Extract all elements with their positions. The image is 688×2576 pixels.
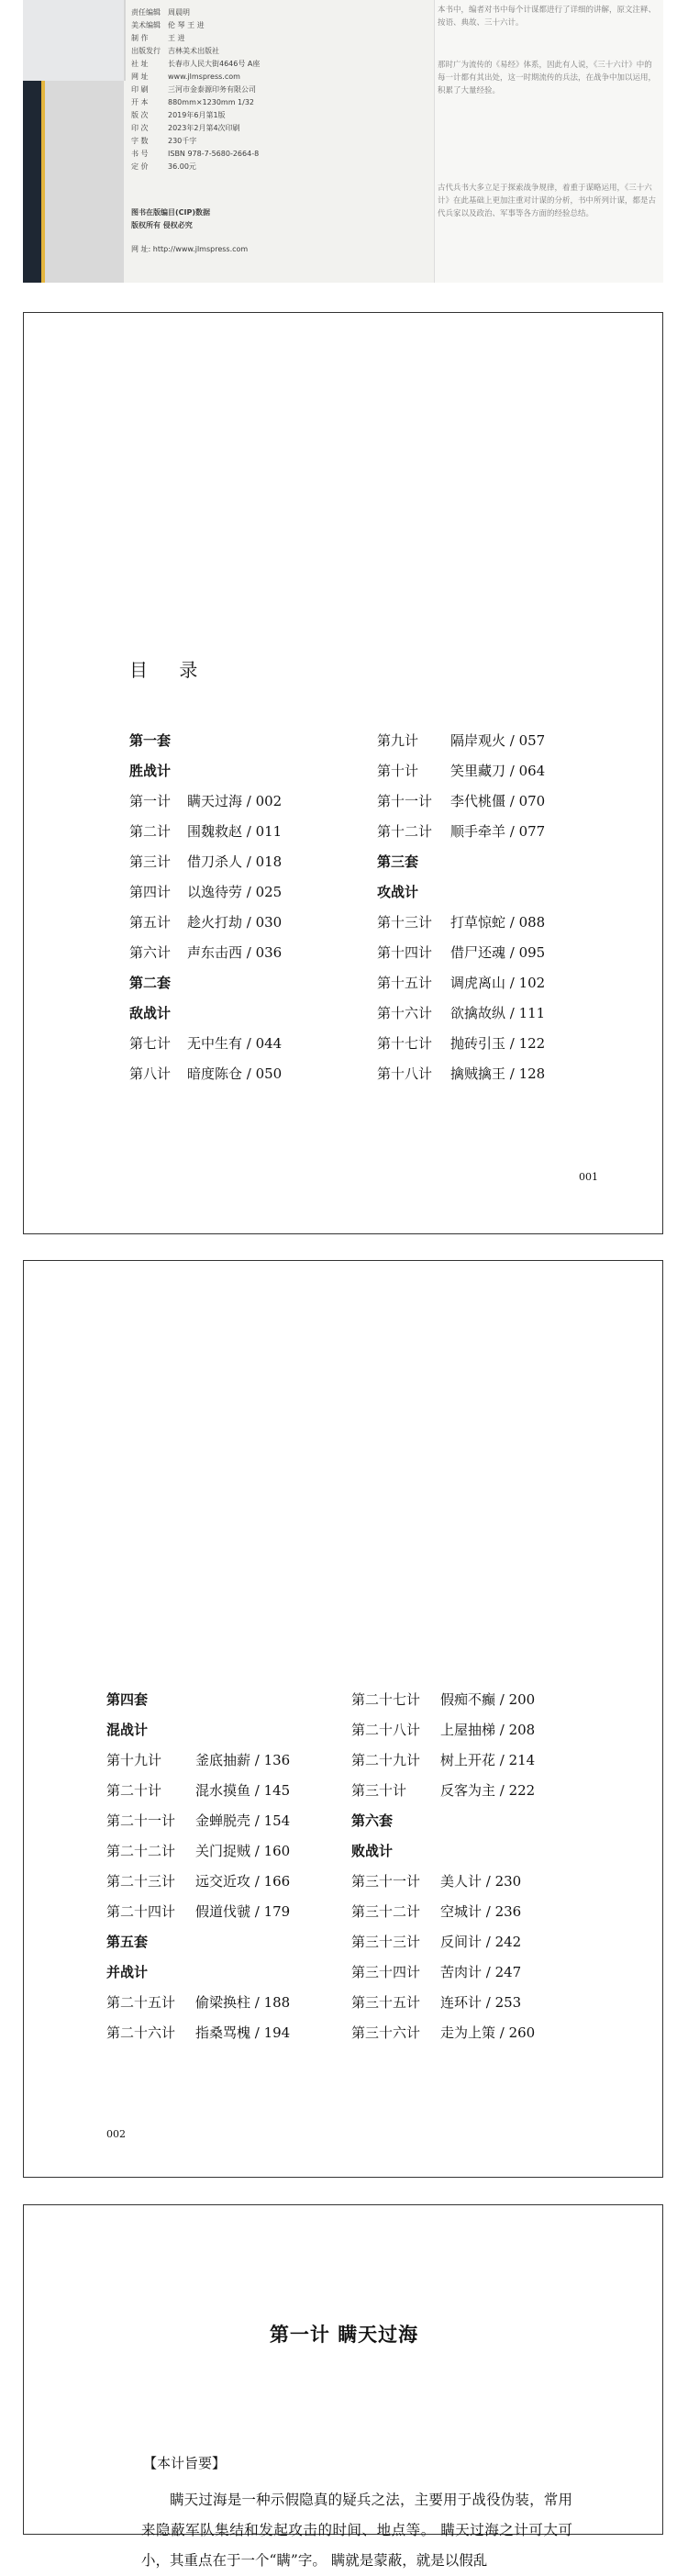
toc-entry-number: 第四计 (129, 884, 172, 900)
website-line: 网 址: http://www.jlmspress.com (131, 245, 249, 253)
toc-entry-title: 指桑骂槐 / 194 (195, 2024, 291, 2041)
toc-entry-title: 空城计 / 236 (440, 1903, 522, 1920)
toc-entry (351, 1897, 535, 1927)
copyright-key: 美术编辑 (131, 21, 161, 29)
toc-page-2 (23, 1260, 663, 2178)
copyright-row (131, 149, 259, 159)
toc-entry-number: 第六计 (129, 944, 172, 961)
toc-entry-number: 第三十六计 (351, 2024, 421, 2041)
toc-entry-number: 第十三计 (377, 914, 433, 931)
toc-entry-number: 第八计 (129, 1065, 172, 1082)
copyright-value: 伦 琴 王 进 (168, 21, 205, 29)
toc-heading: 目 录 (129, 659, 211, 681)
toc-entry-title: 金蝉脱壳 / 154 (195, 1812, 291, 1829)
toc-entry (129, 908, 282, 938)
toc-entry-title: 打草惊蛇 / 088 (450, 914, 546, 931)
copyright-key: 书 号 (131, 150, 149, 158)
chapter-page (23, 2204, 663, 2569)
toc-entry (129, 1059, 282, 1089)
copyright-value: 2019年6月第1版 (168, 111, 226, 119)
toc-page-1 (23, 312, 663, 1234)
toc-entry-number: 第十七计 (377, 1035, 433, 1052)
toc-entry-title: 远交近攻 / 166 (195, 1873, 291, 1890)
toc-entry-title: 假道伐虢 / 179 (195, 1903, 291, 1920)
toc-entry-title: 笑里藏刀 / 064 (450, 763, 546, 779)
copyright-value: 三河市金泰源印务有限公司 (168, 85, 256, 94)
copyright-value: 长春市人民大街4646号 A座 (168, 60, 261, 68)
copyright-row (131, 59, 260, 69)
toc-entry-title: 李代桃僵 / 070 (450, 793, 546, 809)
preface-paragraph: 古代兵书大多立足于探索战争规律，着重于谋略运用，《三十六计》在此基础上更加注重对计谋的分析，书中所列计谋，都是古代兵家以及政治、军事等各方面的经验总结。 (438, 184, 657, 218)
preface-paragraph: 那时广为流传的《易经》体系，因此有人说，《三十六计》中的每一计都有其出处，这一时期流传的兵法，在战争中加以运用，积累了大量经验。 (438, 61, 657, 95)
toc-entry (106, 1897, 290, 1927)
toc-entry-number: 第十计 (377, 763, 419, 779)
toc-entry-title: 顺手牵羊 / 077 (450, 823, 546, 840)
copyright-row (131, 123, 240, 133)
toc-entry-title: 借刀杀人 / 018 (187, 853, 283, 870)
toc-entry (377, 786, 545, 817)
copyright-value: 36.00元 (168, 162, 196, 171)
toc-section-heading: 第六套 (351, 1812, 394, 1829)
toc-entry (129, 938, 282, 968)
toc-entry (351, 1927, 535, 1957)
toc-entry-title: 隔岸观火 / 057 (450, 732, 546, 749)
copyright-row (131, 20, 205, 30)
copyright-key: 制 作 (131, 34, 149, 42)
toc-entry-number: 第二十五计 (106, 1994, 176, 2011)
toc-entry-number: 第十二计 (377, 823, 433, 840)
copyright-value: ISBN 978-7-5680-2664-8 (168, 150, 260, 158)
toc-entry (377, 1059, 545, 1089)
copyright-key: 印 次 (131, 124, 149, 132)
toc-entry-number: 第七计 (129, 1035, 172, 1052)
copyright-value: 880mm×1230mm 1/32 (168, 98, 255, 106)
toc-entry-title: 借尸还魂 / 095 (450, 944, 546, 961)
chapter-paragraph: 瞒天过海是一种示假隐真的疑兵之法，主要用于战役伪装，常用来隐蔽军队集结和发起攻击的时间、地点等。 瞒天过海之计可大可小，其重点在于一个“瞒”字。 瞒就是蒙蔽，就是以假乱 (141, 2492, 572, 2569)
toc-entry-title: 连环计 / 253 (440, 1994, 522, 2011)
toc-entry-number: 第二十三计 (106, 1873, 176, 1890)
copyright-value: 230千字 (168, 137, 197, 145)
copyright-row (131, 136, 196, 146)
toc-entry-number: 第十八计 (377, 1065, 433, 1082)
copyright-key: 字 数 (131, 137, 149, 145)
toc-entry (351, 1867, 535, 1897)
toc-entry (377, 998, 545, 1029)
copyright-row (131, 84, 256, 95)
toc-entry-title: 反间计 / 242 (440, 1934, 522, 1950)
toc-entry-title: 树上开花 / 214 (440, 1752, 536, 1768)
toc-entry-title: 无中生有 / 044 (187, 1035, 283, 1052)
toc-entry-number: 第二十四计 (106, 1903, 176, 1920)
copyright-page (23, 0, 434, 283)
toc-section-heading: 胜战计 (129, 763, 172, 779)
toc-entry (377, 1029, 545, 1059)
toc-entry-number: 第二十八计 (351, 1722, 421, 1738)
toc-entry (377, 938, 545, 968)
copyright-value: 王 进 (168, 34, 185, 42)
toc-entry-number: 第十九计 (106, 1752, 162, 1768)
toc-entry (129, 817, 282, 847)
toc-entry-title: 声东击西 / 036 (187, 944, 283, 961)
toc-section-heading: 混战计 (106, 1722, 149, 1738)
copyright-row (131, 162, 196, 172)
toc-entry-title: 围魏救赵 / 011 (187, 823, 283, 840)
toc-entry (106, 1745, 290, 1776)
toc-entry-title: 上屋抽梯 / 208 (440, 1722, 536, 1738)
copyright-row (131, 46, 219, 56)
toc-entry (106, 1806, 290, 1836)
page-number: 002 (106, 2128, 126, 2140)
toc-entry-number: 第十六计 (377, 1005, 433, 1021)
toc-column-left (129, 726, 282, 1089)
cip-line: 图书在版编目(CIP)数据 (131, 208, 211, 217)
toc-entry-title: 偷梁换柱 / 188 (195, 1994, 291, 2011)
toc-entry (377, 726, 545, 756)
copyright-key: 印 刷 (131, 85, 149, 94)
copyright-row (131, 97, 254, 107)
toc-entry-number: 第一计 (129, 793, 172, 809)
toc-entry (377, 817, 545, 847)
toc-entry-title: 调虎离山 / 102 (450, 975, 546, 991)
toc-section-heading: 攻战计 (377, 884, 419, 900)
copyright-value: www.jlmspress.com (168, 72, 240, 81)
toc-entry (106, 1776, 290, 1806)
page-number: 001 (579, 1171, 598, 1183)
toc-column-right (351, 1685, 535, 2048)
toc-entry-number: 第三十计 (351, 1782, 407, 1799)
toc-entry (351, 1685, 535, 1715)
toc-entry-number: 第三十五计 (351, 1994, 421, 2011)
toc-section-heading: 第五套 (106, 1934, 149, 1950)
toc-entry-title: 以逸待劳 / 025 (187, 884, 283, 900)
toc-entry (351, 1988, 535, 2018)
toc-entry-number: 第十五计 (377, 975, 433, 991)
toc-entry-title: 擒贼擒王 / 128 (450, 1065, 546, 1082)
toc-entry-title: 关门捉贼 / 160 (195, 1843, 291, 1859)
chapter-title: 第一计 瞒天过海 (269, 2323, 419, 2346)
rights-line: 版权所有 侵权必究 (131, 221, 193, 229)
preface-paragraph: 本书中，编者对书中每个计谋都进行了详细的讲解，原文注释、按语、典故、三十六计。 (438, 6, 657, 28)
copyright-spread-photo (23, 0, 663, 283)
toc-entry-number: 第二十二计 (106, 1843, 176, 1859)
toc-entry-title: 趁火打劫 / 030 (187, 914, 283, 931)
toc-section-heading: 第二套 (129, 975, 172, 991)
toc-entry-title: 釜底抽薪 / 136 (195, 1752, 291, 1768)
toc-entry-title: 暗度陈仓 / 050 (187, 1065, 283, 1082)
toc-entry (129, 1029, 282, 1059)
copyright-key: 社 址 (131, 60, 149, 68)
toc-section-heading: 敌战计 (129, 1005, 172, 1021)
toc-entry-number: 第九计 (377, 732, 419, 749)
toc-entry (106, 1988, 290, 2018)
toc-section-heading: 败战计 (351, 1843, 394, 1859)
section-label: 【本计旨要】 (143, 2455, 227, 2471)
toc-entry (377, 908, 545, 938)
toc-entry-title: 美人计 / 230 (440, 1873, 522, 1890)
toc-entry-title: 欲擒故纵 / 111 (450, 1005, 546, 1021)
toc-entry (129, 847, 282, 877)
toc-entry-number: 第十四计 (377, 944, 433, 961)
copyright-key: 责任编辑 (131, 8, 161, 17)
copyright-row (131, 33, 185, 43)
copyright-key: 开 本 (131, 98, 149, 106)
toc-entry-number: 第二十九计 (351, 1752, 421, 1768)
toc-entry (377, 968, 545, 998)
toc-entry (106, 1836, 290, 1867)
toc-entry-title: 抛砖引玉 / 122 (450, 1035, 546, 1052)
copyright-value: 吉林美术出版社 (168, 47, 219, 55)
toc-entry-title: 瞒天过海 / 002 (187, 793, 283, 809)
toc-entry (351, 1745, 535, 1776)
toc-entry (106, 2018, 290, 2048)
toc-section-heading: 第一套 (129, 732, 172, 749)
toc-entry-number: 第三计 (129, 853, 172, 870)
preface-page (434, 0, 663, 283)
toc-entry (351, 2018, 535, 2048)
toc-entry-title: 走为上策 / 260 (440, 2024, 536, 2041)
toc-entry-number: 第二十计 (106, 1782, 162, 1799)
cover-strip (23, 0, 126, 81)
toc-entry-title: 反客为主 / 222 (440, 1782, 536, 1799)
copyright-row (131, 72, 240, 82)
toc-entry-number: 第三十四计 (351, 1964, 421, 1980)
toc-entry-number: 第二计 (129, 823, 172, 840)
toc-entry-number: 第二十一计 (106, 1812, 176, 1829)
toc-entry-number: 第十一计 (377, 793, 433, 809)
toc-section-heading: 第三套 (377, 853, 419, 870)
toc-entry-number: 第五计 (129, 914, 172, 931)
toc-entry-title: 混水摸鱼 / 145 (195, 1782, 291, 1799)
toc-entry-number: 第三十三计 (351, 1934, 421, 1950)
toc-entry-number: 第二十六计 (106, 2024, 176, 2041)
copyright-value: 2023年2月第4次印刷 (168, 124, 240, 132)
toc-entry (351, 1715, 535, 1745)
toc-column-right (377, 726, 545, 1089)
toc-entry (129, 877, 282, 908)
copyright-key: 版 次 (131, 111, 149, 119)
copyright-key: 网 址 (131, 72, 149, 81)
copyright-row (131, 7, 190, 17)
copyright-row (131, 110, 226, 120)
toc-entry-number: 第三十二计 (351, 1903, 421, 1920)
toc-entry (351, 1957, 535, 1988)
toc-entry-number: 第二十七计 (351, 1691, 421, 1708)
toc-section-heading: 第四套 (106, 1691, 149, 1708)
toc-entry (106, 1867, 290, 1897)
book-spine (23, 81, 124, 283)
toc-column-left (106, 1685, 290, 2048)
toc-entry-title: 假痴不癫 / 200 (440, 1691, 536, 1708)
copyright-key: 出版发行 (131, 47, 161, 55)
toc-section-heading: 并战计 (106, 1964, 149, 1980)
copyright-key: 定 价 (131, 162, 149, 171)
toc-entry (351, 1776, 535, 1806)
toc-entry-title: 苦肉计 / 247 (440, 1964, 522, 1980)
toc-entry (129, 786, 282, 817)
toc-entry-number: 第三十一计 (351, 1873, 421, 1890)
toc-entry (377, 756, 545, 786)
copyright-value: 周晨明 (168, 8, 190, 17)
